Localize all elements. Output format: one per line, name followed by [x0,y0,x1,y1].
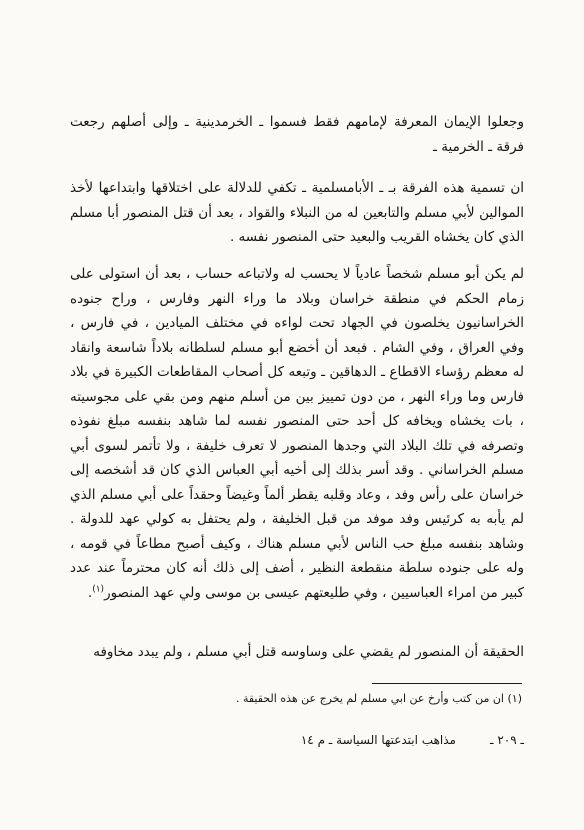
running-title: مذاهب ابتدعتها السياسة ـ م ١٤ [300,733,456,747]
paragraph-text: ان تسمية هذه الفرقة بـ ـ الأبامسلمية ـ تكفي للدلالة على اختلاقها وابتداعها لأخذ الموالين لأبي مسلم والتابعين له من النبلاء والقواد ، بعد أن قتل المنصور أبا مسلم الذي كان يخشاه القريب والبعيد حتى المنصور نفسه . [70,180,524,245]
page-number: ـ ٢٠٩ ـ [489,733,524,747]
paragraph-abu-muslim [70,262,524,605]
paragraph-truth [70,640,524,665]
paragraph-text: الحقيقة أن المنصور لم يقضي على وساوسه قتل أبي مسلم ، ولم يبدد مخاوفه [93,644,524,660]
footnote-reference: (١) [92,584,105,594]
paragraph-text: وجعلوا الإيمان المعرفة لإمامهم فقط فسموا ـ الخرمدينية ـ وإلى أصلهم رجعت فرقة ـ الخرمية ـ [70,114,524,155]
paragraph-text-container: لم يكن أبو مسلم شخصاً عادياً لا يحسب له ولاتباعه حساب ، بعد أن استولى على زمام الحكم في منطقة خراسان وبلاد ما وراء النهر وفارس ، وراح جنوده الخراسانيون يخلصون في الجهاد تحت لواءه في مختلف الميادين ، في فارس ، وفي العراق ، وفي الشام . فبعد أن أخضع أبو مسلم لسلطانه بلاداً شاسعة وانقاد له معظم رؤساء الاقطاع ـ الدهاقين ـ وتبعه كل أصحاب المقاطعات الكبيرة في بلاد فارس وما وراء النهر ، من دون تمييز بين من أسلم منهم ومن بقي على مجوسيته ، بات يخشاه ويخافه كل أحد حتى المنصور نفسه لما شاهد بنفسه مبلغ نفوذه وتصرفه في تلك البلاد التي وجدها المنصور لا تعرف خليفة ، ولا تأتمر لسوى أبي مسلم الخراساني . وقد أسر بذلك إلى أخيه أبي العباس الذي كان قد أشخصه إلى خراسان على رأس وفد ، وعاد وقلبه يقطر ألماً وغيضاً وحقداً على أبي مسلم الذي لم يأبه به كرئيس وفد موفد من قبل الخليفة ، ولم يحتفل به كولي عهد للدولة . وشاهد بنفسه مبلغ حب الناس لأبي مسلم هناك ، وكيف أصبح مطاعاً في قومه ، وله على جنوده سلطة منقطعة النظير ، أضف إلى ذلك أنه كان محترماً عند عدد كبير من امراء العباسيين ، وفي طليعتهم عيسى بن موسى ولي عهد المنصور$^{(١)}$. [70,266,524,601]
footnote: (١) ان من كتب وأرخ عن ابي مسلم لم يخرج عن هذه الحقيقة . [235,692,522,705]
paragraph-abamuslimiyya [70,176,524,250]
page-footer [100,730,524,750]
paragraph-khurramdiniyya [70,110,524,159]
footnote-divider [372,683,522,684]
paragraph-text: لم يكن أبو مسلم شخصاً عادياً لا يحسب له ولاتباعه حساب ، بعد أن استولى على زمام الحكم في منطقة خراسان وبلاد ما وراء النهر وفارس ، وراح جنوده الخراسانيون يخلصون في الجهاد تحت لواءه في مختلف الميادين ، في فارس ، وفي العراق ، وفي الشام . فبعد أن أخضع أبو مسلم لسلطانه بلاداً شاسعة وانقاد له معظم رؤساء الاقطاع ـ الدهاقين ـ وتبعه كل أصحاب المقاطعات الكبيرة في بلاد فارس وما وراء النهر ، من دون تمييز بين من أسلم منهم ومن بقي على مجوسيته ، بات يخشاه ويخافه كل أحد حتى المنصور نفسه لما شاهد بنفسه مبلغ نفوذه وتصرفه في تلك البلاد التي وجدها المنصور لا تعرف خليفة ، ولا تأتمر لسوى أبي مسلم الخراساني . وقد أسر بذلك إلى أخيه أبي العباس الذي كان قد أشخصه إلى خراسان على رأس وفد ، وعاد وقلبه يقطر ألماً وغيضاً وحقداً على أبي مسلم الذي لم يأبه به كرئيس وفد موفد من قبل الخليفة ، ولم يحتفل به كولي عهد للدولة . وشاهد بنفسه مبلغ حب الناس لأبي مسلم هناك ، وكيف أصبح مطاعاً في قومه ، وله على جنوده سلطة منقطعة النظير ، أضف إلى ذلك أنه كان محترماً عند عدد كبير من امراء العباسيين ، وفي طليعتهم عيسى بن موسى ولي عهد المنصور [70,266,524,601]
